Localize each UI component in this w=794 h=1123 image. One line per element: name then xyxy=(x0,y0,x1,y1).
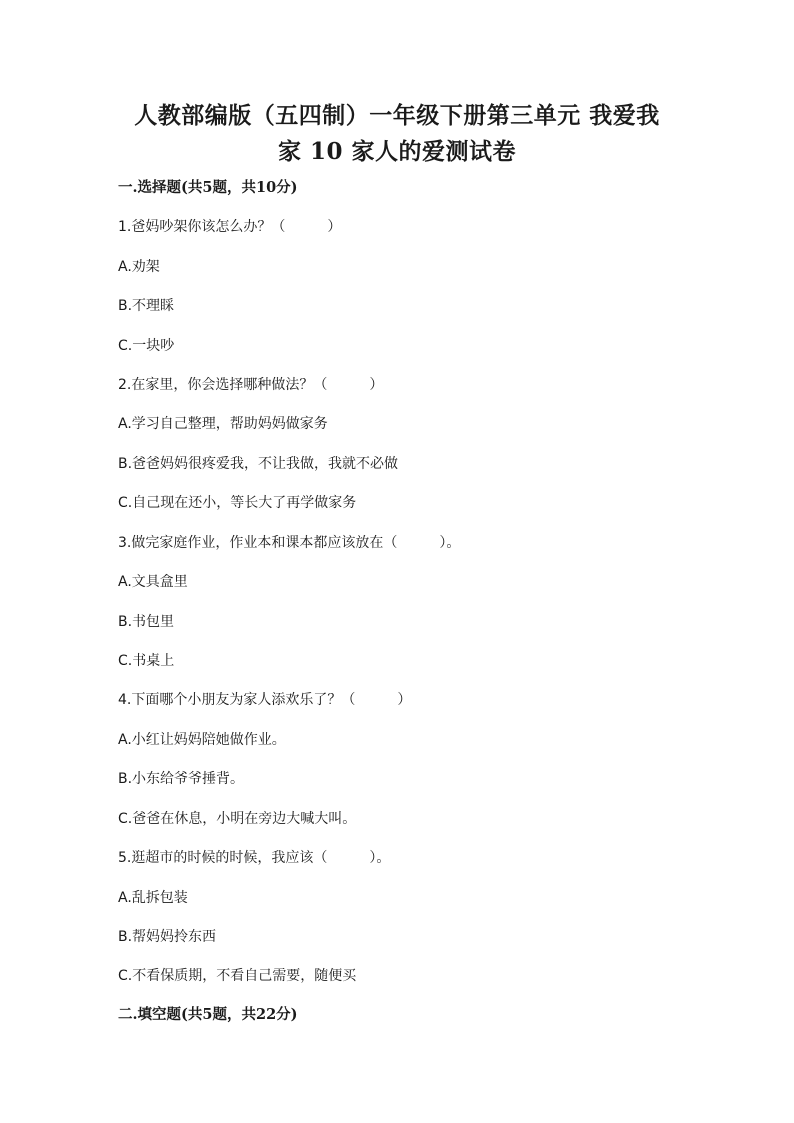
section-heading-fill-blank: 二.填空题(共5题，共22分) xyxy=(118,1006,298,1023)
title-line-2: 家 10 家人的爱测试卷 xyxy=(277,138,517,165)
question-2: 2.在家里，你会选择哪种做法？（ ） xyxy=(118,377,384,393)
title-line-1: 人教部编版（五四制）一年级下册第三单元 我爱我 xyxy=(134,102,660,129)
question-4: 4.下面哪个小朋友为家人添欢乐了？（ ） xyxy=(118,692,412,708)
question-3: 3.做完家庭作业，作业本和课本都应该放在（ ）。 xyxy=(118,535,461,551)
question-5-option-c: C.不看保质期，不看自己需要，随便买 xyxy=(118,968,357,984)
page-title xyxy=(100,98,694,170)
question-2-option-b: B.爸爸妈妈很疼爱我，不让我做，我就不必做 xyxy=(118,456,399,472)
question-5-option-b: B.帮妈妈拎东西 xyxy=(118,929,217,945)
question-4-option-b: B.小东给爷爷捶背。 xyxy=(118,771,245,787)
question-2-option-a: A.学习自己整理，帮助妈妈做家务 xyxy=(118,416,328,432)
question-2-option-c: C.自己现在还小，等长大了再学做家务 xyxy=(118,495,357,511)
question-5: 5.逛超市的时候的时候，我应该（ ）。 xyxy=(118,850,391,866)
question-1: 1.爸妈吵架你该怎么办？（ ） xyxy=(118,219,342,235)
question-1-option-c: C.一块吵 xyxy=(118,338,175,354)
section-heading-choice: 一.选择题(共5题，共10分) xyxy=(118,179,298,196)
question-4-option-c: C.爸爸在休息，小明在旁边大喊大叫。 xyxy=(118,811,357,827)
question-3-option-b: B.书包里 xyxy=(118,614,175,630)
question-4-option-a: A.小红让妈妈陪她做作业。 xyxy=(118,732,286,748)
question-3-option-c: C.书桌上 xyxy=(118,653,175,669)
question-3-option-a: A.文具盒里 xyxy=(118,574,188,590)
question-1-option-b: B.不理睬 xyxy=(118,298,175,314)
question-1-option-a: A.劝架 xyxy=(118,259,160,275)
question-5-option-a: A.乱拆包装 xyxy=(118,890,188,906)
